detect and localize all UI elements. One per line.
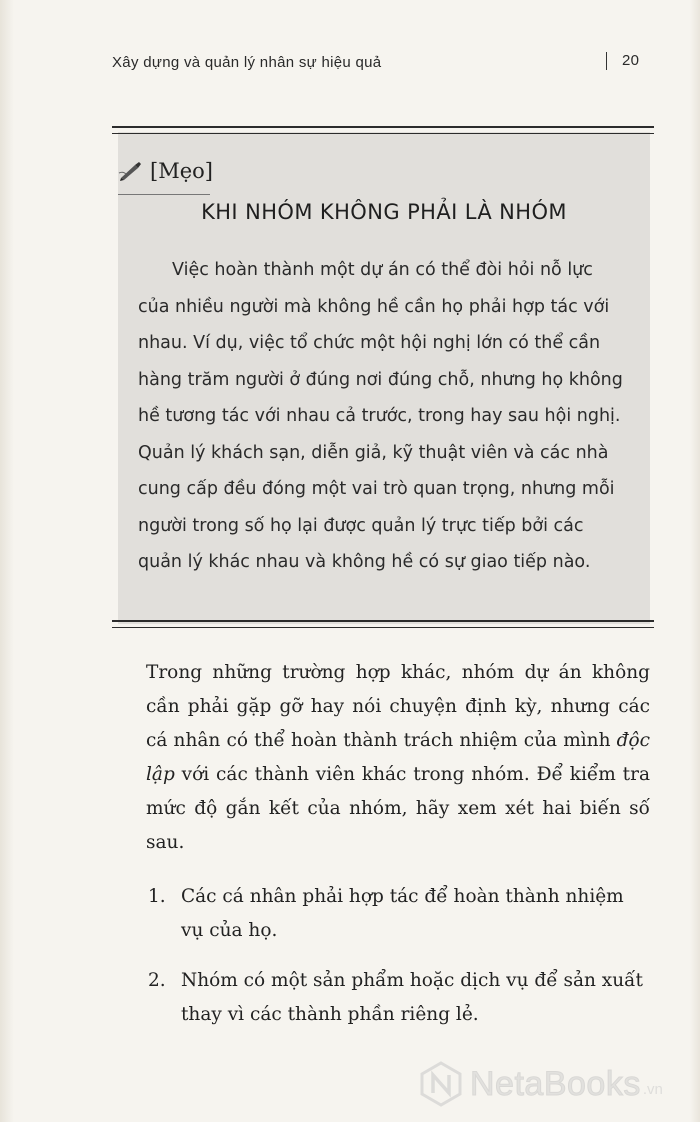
- list-item-number: 1.: [148, 886, 166, 907]
- tip-title: KHI NHÓM KHÔNG PHẢI LÀ NHÓM: [201, 200, 567, 224]
- tip-box-top-rule: [112, 126, 654, 134]
- running-header: [112, 50, 642, 74]
- watermark-suffix: .vn: [642, 1081, 663, 1098]
- tip-label: [118, 150, 213, 192]
- watermark-brand: NetaBooks: [470, 1064, 641, 1103]
- tip-label-underline: [118, 194, 210, 195]
- numbered-list: [148, 880, 650, 1048]
- main-paragraph: [146, 656, 650, 860]
- header-separator: [606, 52, 607, 70]
- tip-box-bottom-rule: [112, 620, 654, 628]
- main-paragraph-text-end: với các thành viên khác trong nhóm. Để kiểm tra mức độ gắn kết của nhóm, hãy xem xét hai biến số sau.: [146, 764, 650, 853]
- netabooks-logo-icon: [418, 1061, 464, 1107]
- tip-body: Việc hoàn thành một dự án có thể đòi hỏi nỗ lực của nhiều người mà không hề cần họ phải hợp tác với nhau. Ví dụ, việc tổ chức một hội nghị lớn có thể cần hàng trăm người ở đúng nơi đúng chỗ, nhưng họ không hề tương tác với nhau cả trước, trong hay sau hội nghị. Quản lý khách sạn, diễn giả, kỹ thuật viên và các nhà cung cấp đều đóng một vai trò quan trọng, nhưng mỗi người trong số họ lại được quản lý trực tiếp bởi các quản lý khác nhau và không hề có sự giao tiếp nào.: [138, 260, 623, 572]
- watermark: [418, 1058, 663, 1110]
- list-item-text: Nhóm có một sản phẩm hoặc dịch vụ để sản xuất thay vì các thành phần riêng lẻ.: [181, 970, 643, 1025]
- list-item-number: 2.: [148, 970, 166, 991]
- list-item: [148, 880, 650, 948]
- page-number: 20: [622, 52, 640, 69]
- main-paragraph-text-start: Trong những trường hợp khác, nhóm dự án không cần phải gặp gỡ hay nói chuyện định kỳ, nhưng các cá nhân có thể hoàn thành trách nhiệm của mình: [146, 662, 650, 751]
- running-title: Xây dựng và quản lý nhân sự hiệu quả: [112, 54, 382, 71]
- list-item: [148, 964, 650, 1032]
- page-edge-shadow-left: [0, 0, 14, 1122]
- tip-label-text: [Mẹo]: [150, 159, 213, 183]
- main-paragraph-italic: độc lập: [146, 730, 650, 785]
- list-item-text: Các cá nhân phải hợp tác để hoàn thành nhiệm vụ của họ.: [181, 886, 624, 941]
- pen-icon: [118, 160, 144, 182]
- page-edge-shadow-right: [690, 0, 700, 1122]
